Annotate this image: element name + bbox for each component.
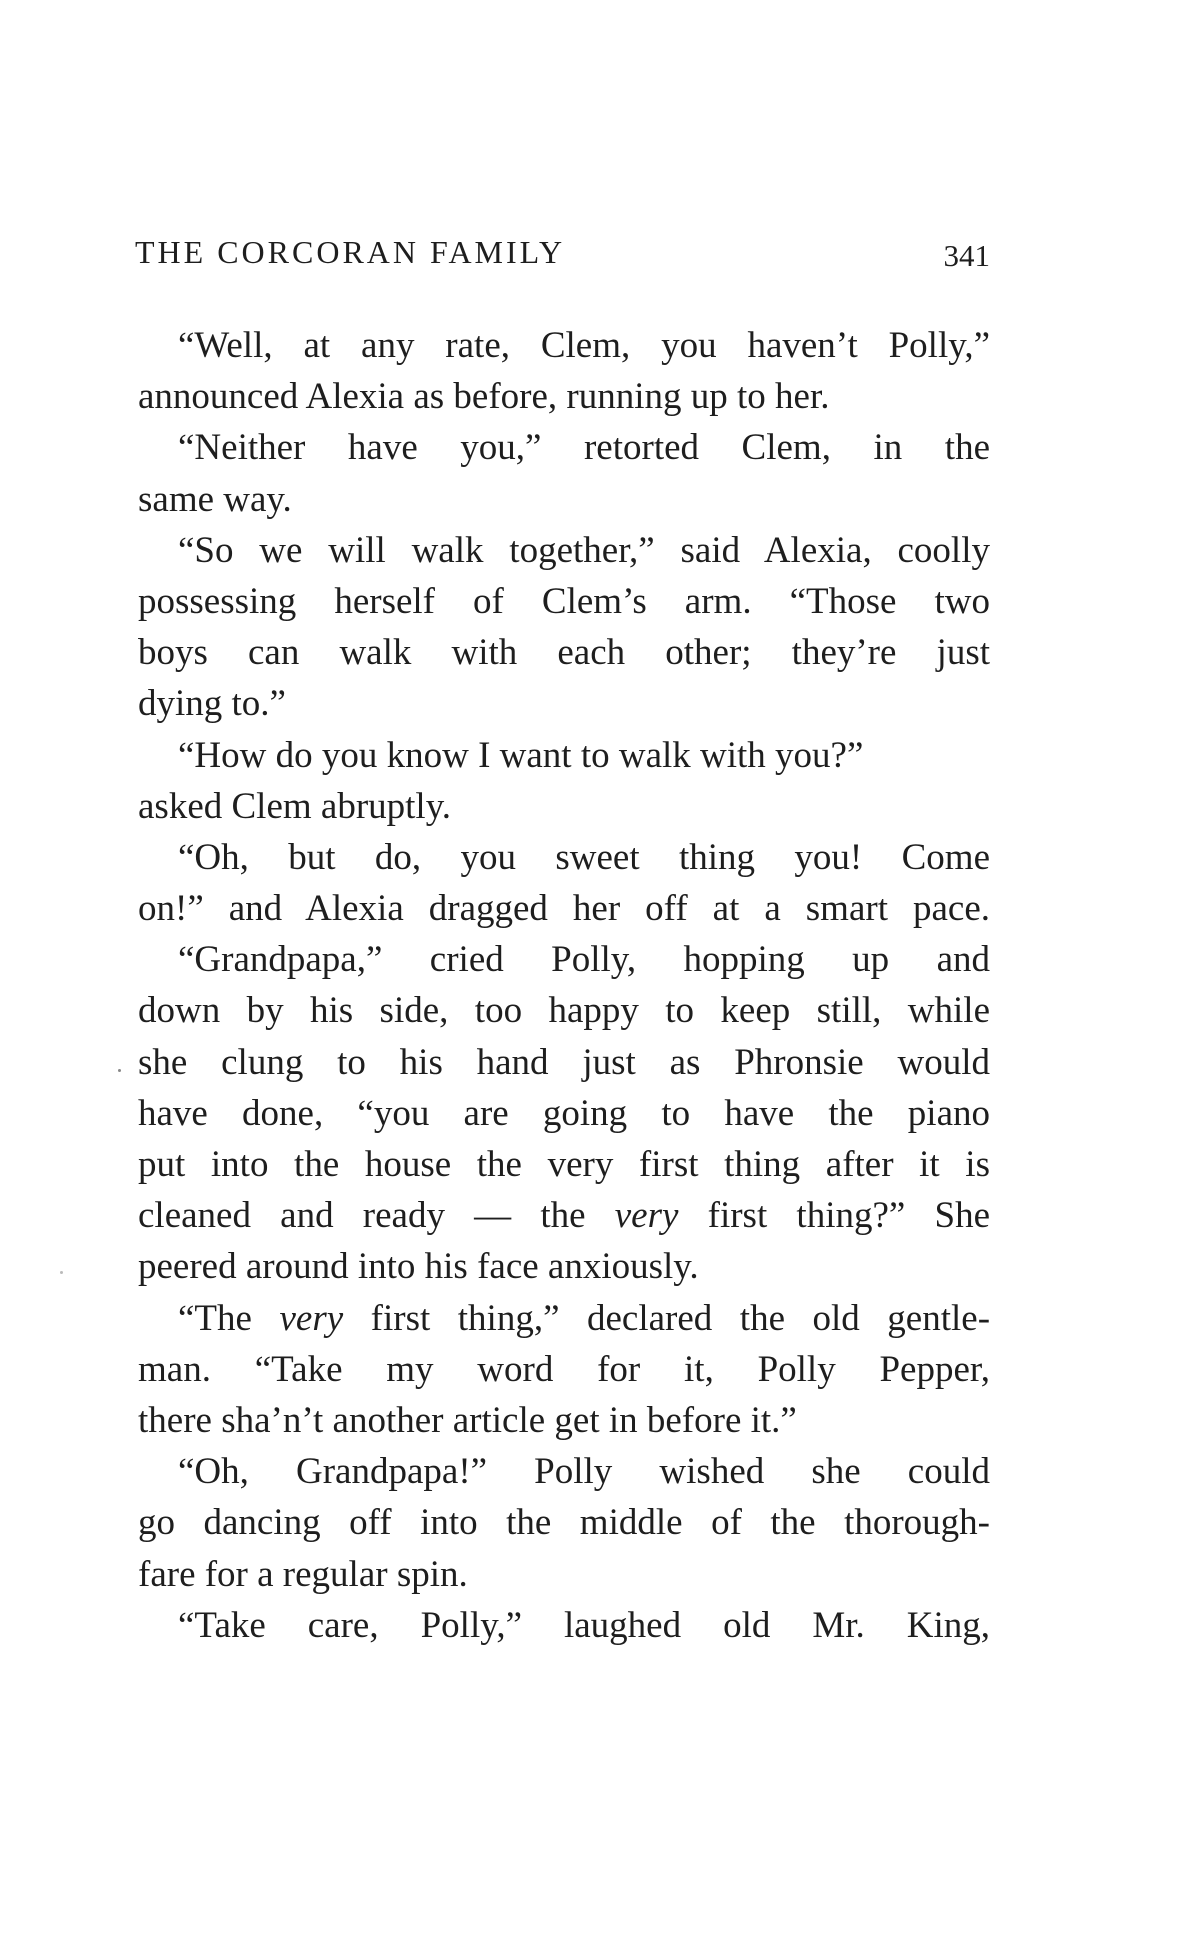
text-line: man. “Take my word for it, Polly Pepper, [138,1348,990,1390]
italic-word: very [279,1297,344,1339]
text-line: “Neither have you,” retorted Clem, in the [178,427,990,469]
text-line: “Grandpapa,” cried Polly, hopping up and [178,939,990,981]
page-number: 341 [943,238,990,273]
text-line: boys can walk with each other; they’re just [138,632,990,674]
text-line: announced Alexia as before, running up to her. [138,376,830,418]
text-line: “Oh, Grandpapa!” Polly wished she could [178,1451,990,1493]
text-line: cleaned and ready — the very first thing?” She [138,1195,991,1237]
text-line: “So we will walk together,” said Alexia, coolly [178,529,990,571]
text-line: put into the house the very first thing after it is [138,1144,990,1185]
body-text [138,320,990,1651]
text-line: same way. [138,478,292,520]
text-line: she clung to his hand just as Phronsie would [138,1041,990,1083]
running-head [135,234,990,278]
text-line: peered around into his face anxiously. [138,1246,699,1288]
text-line: down by his side, too happy to keep still, while [138,990,990,1032]
text-line: have done, “you are going to have the piano [138,1092,990,1134]
text-line: “Oh, but do, you sweet thing you! Come [178,836,990,878]
margin-speck [60,1271,63,1274]
text-line: fare for a regular spin. [138,1553,468,1595]
text-line: on!” and Alexia dragged her off at a smart pace. [138,888,990,930]
text-line: there sha’n’t another article get in before it.” [138,1399,797,1441]
text-line: “Well, at any rate, Clem, you haven’t Polly,” [178,325,990,366]
text-line: dying to.” [138,683,286,725]
text-line: asked Clem abruptly. [138,785,452,827]
text-line: go dancing off into the middle of the thorough- [138,1502,990,1544]
running-title: THE CORCORAN FAMILY [135,234,566,270]
text-line: “How do you know I want to walk with you?” [178,734,864,776]
margin-speck [118,1069,121,1072]
text-line: “The very first thing,” declared the old gentle- [178,1297,991,1339]
italic-word: very [614,1195,679,1237]
text-line: “Take care, Polly,” laughed old Mr. King, [178,1604,990,1646]
text-line: possessing herself of Clem’s arm. “Those two [138,580,990,622]
